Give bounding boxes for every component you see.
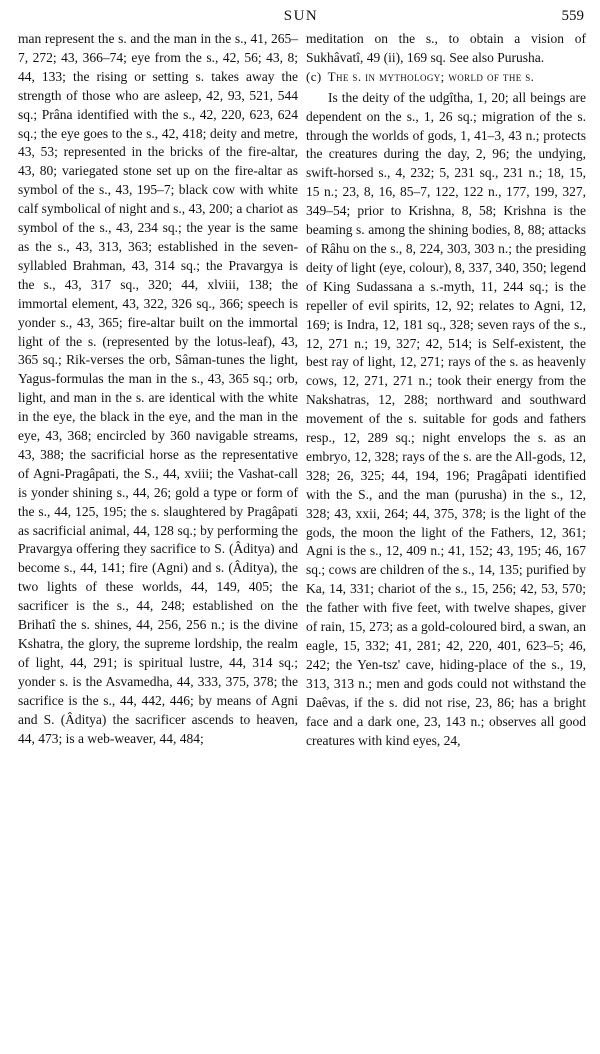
section-heading: [306, 68, 586, 87]
running-head: SUN: [283, 8, 319, 24]
page-header: [18, 6, 584, 30]
right-column: [306, 30, 586, 750]
section-heading-label: (c): [306, 68, 322, 84]
page-number: 559: [561, 8, 584, 24]
left-column: [18, 30, 298, 748]
index-entry-text: man represent the s. and the man in the s., 41, 265–7, 272; 43, 366–74; eye from the s., 42, 56; 43, 8; 44, 133; the rising or setting s. takes away the strength of those who are asleep, 42, 93, 521, 544 sq.; Prâna identified with the s., 42, 220, 623, 624 sq.; the eye goes to the s., 42, 418; deity and metre, 43, 53; represented in the bricks of the fire-altar, 43, 80; variegated stone set up on the fire-altar as symbol of the s., 43, 195–7; black cow with white calf symbolical of night and s., 43, 200; a chariot as symbol of the s., 43, 234 sq.; the year is the same as the s., 43, 313, 363; established in the seven-syllabled Brahman, 43, 314 sq.; the Pravargya is the s., 43, 317 sq., 320; 44, xlviii, 138; the immortal element, 43, 322, 326 sq., 366; speech is yonder s., 43, 365; fire-altar built on the immortal light of the s. (represented by the lotus-leaf), 43, 365 sq.; Rik-verses the orb, Sâman-tunes the light, Yagus-formulas the man in the s., 43, 365 sq.; orb, light, and man in the s. are identical with the white in the eye, the black in the eye, and the man in the eye, 43, 368; encircled by 360 navigable streams, 43, 388; the sacrificial horse as the representative of Agni-Pragâpati, the S., 44, xviii; the Vashat-call is yonder shining s., 44, 26; gold a type or form of the s., 44, 125, 195; the s. slaughtered by Pragâpati as sacrificial animal, 44, 128 sq.; by performing the Pravargya offering they sacrifice to S. (Âditya) and become s., 44, 141; fire (Agni) and s. (Âditya), the two lights of these worlds, 44, 149, 405; the sacrificer is the s., 44, 248; established on the Brihatî the s. shines, 44, 256, 256 n.; is the divine Kshatra, the glory, the supreme lordship, the realm of light, 44, 291; is spiritual lustre, 44, 314 sq.; yonder s. is the Asvamedha, 44, 333, 375, 378; the sacrifice is the s., 44, 442, 446; by means of Agni and S. (Âditya) the sacrificer ascends to heaven, 44, 473; is a web-weaver, 44, 484;: [18, 31, 298, 746]
index-entry-text: Is the deity of the udgîtha, 1, 20; all beings are dependent on the s., 1, 26 sq.; migration of the s. through the worlds of gods, 1, 41–3, 43 n.; protects the creatures during the day, 2, 96; the undying, swift-horsed s., 4, 232; 5, 231 sq., 231 n.; 18, 15, 15 n.; 23, 8, 16, 85–7, 122, 122 n., 177, 199, 327, 349–54; prior to Krishna, 8, 58; Krishna is the beaming s. among the shining bodies, 8, 88; attacks of Râhu on the s., 8, 224, 303, 303 n.; the presiding deity of light (eye, colour), 8, 337, 340, 350; legend of King Sudassana a s.-myth, 11, 244 sq.; is the repeller of evil spirits, 12, 92; relates to Agni, 12, 169; is Indra, 12, 181 sq., 328; seven rays of the s., 12, 271 n.; 19, 327; 42, 514; is Self-existent, the best ray of light, 12, 271; rays of the s. as heavenly cows, 12, 271, 271 n.; took their energy from the Nakshatras, 12, 288; northward and southward movement of the s. suitable for gods and fathers resp., 12, 289 sq.; night envelops the s. as an embryo, 12, 328; rays of the s. are the All-gods, 12, 328; 26, 325; 44, 194, 196; Pragâpati identified with the S., and the man (purusha) in the s., 12, 328; 43, xxii, 264; 44, 375, 378; is the light of the gods, the moon the light of the Fathers, 12, 361; Agni is the s., 12, 409 n.; 41, 152; 43, 195; 46, 167 sq.; cows are children of the s., 14, 135; purified by Ka, 14, 331; chariot of the s., 15, 256; 42, 53, 570; the father with five feet, with twelve shapes, giver of rain, 15, 273; as a gold-coloured bird, a swan, an eagle, 15, 332; 41, 281; 42, 220, 401, 623–5; 46, 242; the Yen-tsz' cave, hiding-place of the s., 19, 313, 313 n.; men and gods could not withstand the Daêvas, if the s. did not rise, 23, 86; has a bright face and a dark one, 23, 143 n.; observes all good creatures with kind eyes, 24,: [306, 89, 586, 748]
continued-entry-text: meditation on the s., to obtain a vision of Sukhâvatî, 49 (ii), 169 sq. See also Purusha.: [306, 31, 586, 65]
section-heading-title: The s. in mythology; world of the s.: [327, 68, 535, 84]
